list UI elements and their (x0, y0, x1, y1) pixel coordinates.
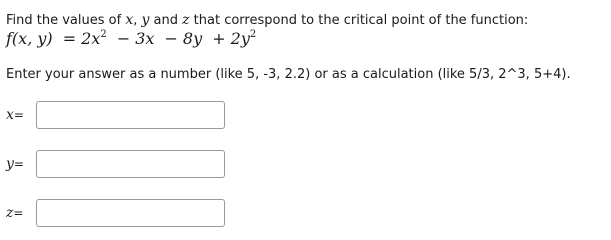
question-var-z: z (182, 12, 190, 28)
answer-row-z (6, 199, 225, 227)
answer-input-y[interactable] (36, 150, 225, 178)
formula-term-1-exponent: 2 (100, 29, 107, 40)
answer-label-y (6, 156, 36, 172)
answer-label-x-variable: x (6, 107, 14, 123)
formula-lhs: f(x, y) (6, 29, 53, 48)
question-var-y: y (141, 12, 150, 28)
answer-row-y (6, 150, 225, 178)
function-formula (6, 29, 256, 49)
answer-label-z-variable: z (6, 205, 14, 221)
answer-instructions: Enter your answer as a number (like 5, -3, 2.2) or as a calculation (like 5/3, 2^3, 5+4). (6, 67, 571, 82)
formula-op-3: + (212, 29, 226, 48)
question-text (6, 12, 528, 29)
answer-input-z[interactable] (36, 199, 225, 227)
question-suffix: that correspond to the critical point of the function: (189, 13, 529, 28)
answer-label-x (6, 107, 36, 123)
answer-label-y-equals: = (13, 157, 24, 171)
answer-label-y-variable: y (6, 156, 14, 172)
formula-term-3: 8y (182, 29, 203, 48)
answer-row-x (6, 101, 225, 129)
formula-term-4-exponent: 2 (249, 29, 257, 40)
formula-term-4: 2y (230, 29, 250, 48)
answer-input-x[interactable] (36, 101, 225, 129)
formula-term-1: 2x (81, 29, 101, 48)
question-prefix: Find the values of (6, 13, 126, 28)
formula-op-2: − (164, 29, 178, 48)
question-var-x: x (125, 12, 134, 28)
formula-equals: = (62, 29, 77, 48)
formula-term-2: 3x (135, 29, 155, 48)
question-sep-2: and (149, 13, 183, 28)
answer-label-x-equals: = (13, 108, 24, 122)
answer-label-z-equals: = (13, 206, 24, 220)
question-sep-1: , (133, 13, 142, 28)
formula-op-1: − (116, 29, 131, 48)
answer-label-z (6, 205, 36, 221)
